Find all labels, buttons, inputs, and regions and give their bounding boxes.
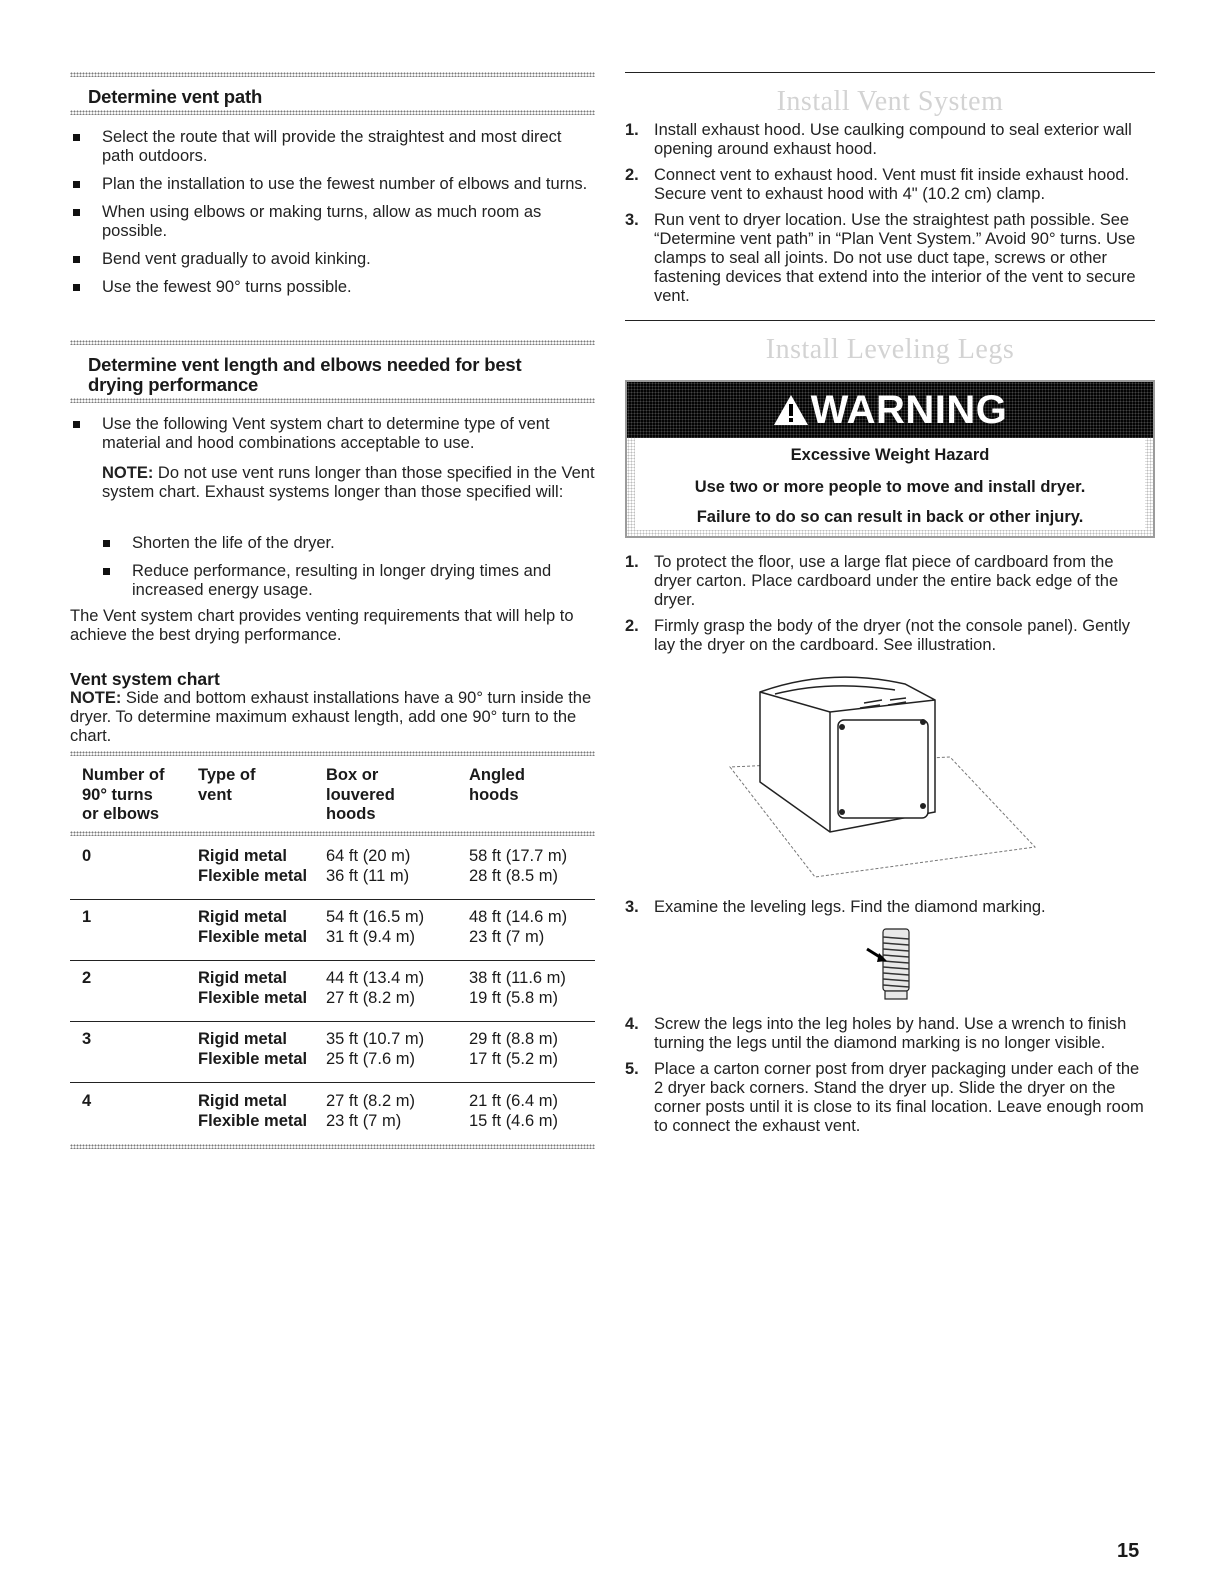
table-cell-turns: 1 xyxy=(82,908,92,926)
warning-triangle-icon xyxy=(773,394,809,426)
vent-chart-intro: The Vent system chart provides venting requirements that will help to achieve the best drying performance. xyxy=(70,607,574,644)
bullet-square-icon xyxy=(73,284,80,291)
table-cell-type: Rigid metal Flexible metal xyxy=(198,908,308,946)
dryer-on-cardboard-illustration xyxy=(720,672,1040,892)
warning-line-2: Failure to do so can result in back or other injury. xyxy=(696,508,1084,526)
warning-content xyxy=(635,438,1145,530)
bullet-square-icon xyxy=(73,134,80,141)
table-cell-type: Rigid metal Flexible metal xyxy=(198,1092,308,1130)
leveling-legs-steps-a xyxy=(625,553,1145,662)
table-cell-type: Rigid metal Flexible metal xyxy=(198,847,308,885)
table-cell-box: 27 ft (8.2 m) 23 ft (7 m) xyxy=(326,1092,415,1130)
install-leveling-legs-title: Install Leveling Legs xyxy=(765,334,1015,365)
table-cell-type: Rigid metal Flexible metal xyxy=(198,969,308,1007)
list-item: 3. Examine the leveling legs. Find the diamond marking. xyxy=(625,898,1046,916)
list-item: 2. Connect vent to exhaust hood. Vent must fit inside exhaust hood. Secure vent to exhaust hood with 4" (10.2 cm) clamp. xyxy=(625,166,1130,203)
list-item: When using elbows or making turns, allow as much room as possible. xyxy=(70,203,595,241)
bullet-square-icon xyxy=(73,421,80,428)
vent-chart-title: Vent system chart xyxy=(70,669,220,689)
leveling-leg-illustration xyxy=(865,925,925,1005)
table-cell-box: 64 ft (20 m) 36 ft (11 m) xyxy=(326,847,411,885)
dotted-divider xyxy=(70,1144,595,1149)
table-cell-turns: 2 xyxy=(82,969,92,987)
bullet-square-icon xyxy=(73,209,80,216)
warning-box xyxy=(625,380,1155,538)
list-item: Plan the installation to use the fewest number of elbows and turns. xyxy=(70,175,595,194)
row-divider xyxy=(70,1082,595,1083)
table-cell-angled: 29 ft (8.8 m) 17 ft (5.2 m) xyxy=(469,1030,558,1068)
section-heading-vent-length-line1: Determine vent length and elbows needed for best xyxy=(88,354,522,375)
warning-heading: WARNING xyxy=(627,387,1153,433)
section-heading-vent-path: Determine vent path xyxy=(88,86,263,107)
table-cell-turns: 0 xyxy=(82,847,92,865)
table-cell-angled: 48 ft (14.6 m) 23 ft (7 m) xyxy=(469,908,568,946)
list-item: 1. To protect the floor, use a large flat piece of cardboard from the dryer carton. Place cardboard under the entire back edge of the dryer. xyxy=(625,553,1119,609)
bullet-square-icon xyxy=(73,181,80,188)
page-number: 15 xyxy=(1117,1540,1140,1562)
vent-note-sub-bullets xyxy=(100,534,595,609)
section-heading-vent-length-line2: drying performance xyxy=(88,374,259,395)
leveling-legs-step-3 xyxy=(625,898,1145,924)
warning-banner xyxy=(627,382,1153,438)
list-item: 1. Install exhaust hood. Use caulking compound to seal exterior wall opening around exhaust hood. xyxy=(625,121,1132,158)
table-cell-turns: 4 xyxy=(82,1092,92,1110)
vent-path-bullet-list xyxy=(70,128,595,306)
install-vent-steps xyxy=(625,121,1145,313)
dotted-divider xyxy=(70,72,595,77)
list-item: Reduce performance, resulting in longer drying times and increased energy usage. xyxy=(100,562,595,600)
header-box-louvered-hoods: Box or louvered hoods xyxy=(326,766,395,823)
vent-note: NOTE: Do not use vent runs longer than those specified in the Vent system chart. Exhaust systems longer than those specified will: xyxy=(102,464,595,501)
table-cell-angled: 38 ft (11.6 m) 19 ft (5.8 m) xyxy=(469,969,566,1007)
vent-length-bullet xyxy=(70,415,595,462)
dotted-divider xyxy=(70,340,595,345)
table-cell-angled: 21 ft (6.4 m) 15 ft (4.6 m) xyxy=(469,1092,558,1130)
dotted-divider xyxy=(70,751,595,756)
table-cell-box: 44 ft (13.4 m) 27 ft (8.2 m) xyxy=(326,969,425,1007)
list-item: Shorten the life of the dryer. xyxy=(100,534,595,553)
list-item: 3. Run vent to dryer location. Use the straightest path possible. See “Determine vent path” in “Plan Vent System.” Avoid 90° turns. Use clamps to seal all joints. Do not use duct tape, screws or other fastening devices that extend into the interior of the vent to secure vent. xyxy=(625,211,1136,305)
list-item: Select the route that will provide the straightest and most direct path outdoors. xyxy=(70,128,595,166)
list-item: 5. Place a carton corner post from dryer packaging under each of the 2 dryer back corners. Stand the dryer up. Slide the dryer on the corner posts until it is close to its final location. Leave enough room to connect the exhaust vent. xyxy=(625,1060,1144,1135)
header-number-of-turns: Number of 90° turns or elbows xyxy=(82,766,165,823)
list-item: 4. Screw the legs into the leg holes by hand. Use a wrench to finish turning the legs until the diamond marking is no longer visible. xyxy=(625,1015,1127,1052)
row-divider xyxy=(70,1021,595,1022)
list-item: Use the following Vent system chart to determine type of vent material and hood combinations acceptable to use. xyxy=(70,415,595,453)
table-cell-box: 54 ft (16.5 m) 31 ft (9.4 m) xyxy=(326,908,425,946)
section-rule xyxy=(625,320,1155,321)
dotted-divider xyxy=(70,398,595,403)
warning-line-1: Use two or more people to move and install dryer. xyxy=(694,478,1086,496)
section-rule xyxy=(625,72,1155,73)
vent-chart-note: NOTE: Side and bottom exhaust installations have a 90° turn inside the dryer. To determine maximum exhaust length, add one 90° turn to the chart. xyxy=(70,689,592,745)
table-cell-type: Rigid metal Flexible metal xyxy=(198,1030,308,1068)
table-cell-turns: 3 xyxy=(82,1030,92,1048)
bullet-square-icon xyxy=(73,256,80,263)
list-item: Bend vent gradually to avoid kinking. xyxy=(70,250,595,269)
header-angled-hoods: Angled hoods xyxy=(469,766,525,804)
row-divider xyxy=(70,960,595,961)
list-item: 2. Firmly grasp the body of the dryer (not the console panel). Gently lay the dryer on the cardboard. See illustration. xyxy=(625,617,1130,654)
list-item: Use the fewest 90° turns possible. xyxy=(70,278,595,297)
header-type-of-vent: Type of vent xyxy=(198,766,256,804)
dotted-divider xyxy=(70,831,595,836)
install-vent-system-title: Install Vent System xyxy=(776,86,1004,117)
dotted-divider xyxy=(70,110,595,115)
table-cell-angled: 58 ft (17.7 m) 28 ft (8.5 m) xyxy=(469,847,568,885)
warning-hazard: Excessive Weight Hazard xyxy=(790,446,990,464)
row-divider xyxy=(70,899,595,900)
leveling-legs-steps-b xyxy=(625,1015,1145,1143)
table-cell-box: 35 ft (10.7 m) 25 ft (7.6 m) xyxy=(326,1030,425,1068)
bullet-square-icon xyxy=(103,568,110,575)
bullet-square-icon xyxy=(103,540,110,547)
